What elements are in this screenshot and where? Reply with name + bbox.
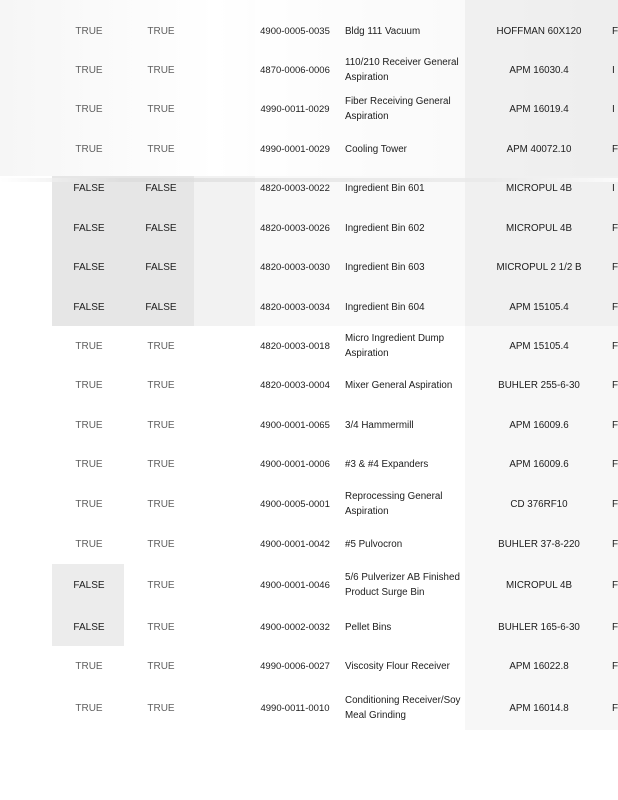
model-text: APM 15105.4 bbox=[509, 340, 569, 352]
flag-b-text: FALSE bbox=[145, 261, 177, 273]
flag-b-cell bbox=[136, 566, 186, 604]
flag-a-text: FALSE bbox=[73, 222, 105, 234]
flag-a-text: FALSE bbox=[73, 621, 105, 633]
table-row bbox=[0, 608, 618, 646]
flag-b-text: TRUE bbox=[147, 458, 175, 470]
equipment-id-text: 4900-0001-0065 bbox=[260, 419, 330, 431]
equipment-id-text: 4870-0006-0006 bbox=[260, 64, 330, 76]
equipment-id-cell bbox=[255, 130, 335, 168]
model-text: MICROPUL 4B bbox=[505, 182, 573, 194]
cropped-column-text: F bbox=[612, 660, 618, 672]
cropped-column-text: F bbox=[612, 538, 618, 550]
table-row bbox=[0, 288, 618, 326]
equipment-id-text: 4900-0001-0006 bbox=[260, 458, 330, 470]
flag-a-cell bbox=[62, 608, 116, 646]
model-text: APM 16009.6 bbox=[509, 458, 569, 470]
table-row bbox=[0, 209, 618, 247]
equipment-id-text: 4990-0011-0010 bbox=[260, 702, 330, 714]
equipment-id-cell bbox=[255, 90, 335, 128]
model-text: BUHLER 37-8-220 bbox=[498, 538, 580, 550]
description-cell bbox=[345, 566, 467, 604]
flag-b-text: TRUE bbox=[147, 340, 175, 352]
description-text: #3 & #4 Expanders bbox=[345, 458, 429, 470]
flag-b-text: FALSE bbox=[145, 301, 177, 313]
cropped-column-cell bbox=[612, 130, 618, 168]
equipment-id-cell bbox=[255, 406, 335, 444]
description-text: Mixer General Aspiration bbox=[345, 379, 453, 391]
table-row bbox=[0, 647, 618, 685]
flag-b-cell bbox=[136, 130, 186, 168]
flag-b-cell bbox=[136, 445, 186, 483]
equipment-id-cell bbox=[255, 248, 335, 286]
model-cell bbox=[478, 327, 600, 365]
description-cell bbox=[345, 288, 467, 326]
flag-b-text: TRUE bbox=[147, 579, 175, 591]
model-cell bbox=[478, 288, 600, 326]
cropped-column-text: F bbox=[612, 621, 618, 633]
description-text: Reprocessing General Aspiration bbox=[345, 491, 443, 517]
cropped-column-text: F bbox=[612, 340, 618, 352]
table-row bbox=[0, 525, 618, 563]
equipment-id-text: 4820-0003-0026 bbox=[260, 222, 330, 234]
flag-b-text: TRUE bbox=[147, 419, 175, 431]
model-text: APM 16019.4 bbox=[509, 103, 569, 115]
cropped-column-cell bbox=[612, 51, 618, 89]
flag-a-cell bbox=[62, 406, 116, 444]
equipment-id-text: 4900-0002-0032 bbox=[260, 621, 330, 633]
cropped-column-text: F bbox=[612, 261, 618, 273]
model-cell bbox=[478, 209, 600, 247]
cropped-column-cell bbox=[612, 90, 618, 128]
model-cell bbox=[478, 445, 600, 483]
equipment-id-cell bbox=[255, 608, 335, 646]
description-cell bbox=[345, 248, 467, 286]
cropped-column-text: F bbox=[612, 222, 618, 234]
table-row bbox=[0, 689, 618, 727]
model-text: HOFFMAN 60X120 bbox=[496, 25, 582, 37]
cropped-column-cell bbox=[612, 566, 618, 604]
model-cell bbox=[478, 366, 600, 404]
description-text: Pellet Bins bbox=[345, 621, 392, 633]
table-row bbox=[0, 327, 618, 365]
model-cell bbox=[478, 689, 600, 727]
model-text: APM 16014.8 bbox=[509, 702, 569, 714]
description-text: Ingredient Bin 604 bbox=[345, 301, 425, 313]
model-cell bbox=[478, 12, 600, 50]
cropped-column-cell bbox=[612, 525, 618, 563]
flag-b-cell bbox=[136, 51, 186, 89]
model-text: MICROPUL 2 1/2 B bbox=[496, 261, 582, 273]
flag-a-cell bbox=[62, 248, 116, 286]
flag-a-text: FALSE bbox=[73, 261, 105, 273]
equipment-id-text: 4820-0003-0018 bbox=[260, 340, 330, 352]
equipment-id-cell bbox=[255, 327, 335, 365]
description-cell bbox=[345, 406, 467, 444]
description-cell bbox=[345, 12, 467, 50]
cropped-column-text: F bbox=[612, 379, 618, 391]
equipment-id-text: 4820-0003-0030 bbox=[260, 261, 330, 273]
description-cell bbox=[345, 209, 467, 247]
equipment-id-cell bbox=[255, 12, 335, 50]
flag-a-cell bbox=[62, 445, 116, 483]
description-text: Ingredient Bin 601 bbox=[345, 182, 425, 194]
equipment-id-text: 4820-0003-0004 bbox=[260, 379, 330, 391]
flag-a-text: TRUE bbox=[75, 340, 103, 352]
flag-a-cell bbox=[62, 689, 116, 727]
equipment-id-text: 4900-0005-0035 bbox=[260, 25, 330, 37]
cropped-column-text: F bbox=[612, 579, 618, 591]
cropped-column-cell bbox=[612, 647, 618, 685]
flag-b-cell bbox=[136, 525, 186, 563]
model-cell bbox=[478, 566, 600, 604]
description-cell bbox=[345, 366, 467, 404]
table-row bbox=[0, 366, 618, 404]
flag-a-cell bbox=[62, 130, 116, 168]
flag-a-text: FALSE bbox=[73, 182, 105, 194]
model-text: APM 16030.4 bbox=[509, 64, 569, 76]
cropped-column-text: I bbox=[612, 103, 615, 115]
flag-b-cell bbox=[136, 406, 186, 444]
model-cell bbox=[478, 130, 600, 168]
model-cell bbox=[478, 248, 600, 286]
flag-a-cell bbox=[62, 566, 116, 604]
flag-a-text: TRUE bbox=[75, 538, 103, 550]
flag-a-cell bbox=[62, 12, 116, 50]
equipment-id-text: 4990-0001-0029 bbox=[260, 143, 330, 155]
cropped-column-text: F bbox=[612, 143, 618, 155]
table-row bbox=[0, 485, 618, 523]
equipment-id-cell bbox=[255, 209, 335, 247]
cropped-column-text: F bbox=[612, 702, 618, 714]
cropped-column-cell bbox=[612, 248, 618, 286]
equipment-id-cell bbox=[255, 445, 335, 483]
table-row bbox=[0, 169, 618, 207]
description-cell bbox=[345, 90, 467, 128]
equipment-id-text: 4990-0011-0029 bbox=[260, 103, 330, 115]
flag-a-cell bbox=[62, 327, 116, 365]
flag-b-cell bbox=[136, 608, 186, 646]
flag-a-text: TRUE bbox=[75, 419, 103, 431]
equipment-id-text: 4990-0006-0027 bbox=[260, 660, 330, 672]
model-text: APM 15105.4 bbox=[509, 301, 569, 313]
flag-b-cell bbox=[136, 12, 186, 50]
description-cell bbox=[345, 169, 467, 207]
cropped-column-cell bbox=[612, 608, 618, 646]
flag-b-cell bbox=[136, 327, 186, 365]
model-cell bbox=[478, 525, 600, 563]
flag-b-text: TRUE bbox=[147, 660, 175, 672]
flag-b-text: TRUE bbox=[147, 103, 175, 115]
flag-a-cell bbox=[62, 288, 116, 326]
description-cell bbox=[345, 445, 467, 483]
flag-a-cell bbox=[62, 647, 116, 685]
cropped-column-cell bbox=[612, 12, 618, 50]
flag-b-cell bbox=[136, 485, 186, 523]
equipment-id-cell bbox=[255, 51, 335, 89]
model-text: MICROPUL 4B bbox=[505, 579, 573, 591]
table-row bbox=[0, 51, 618, 89]
model-text: APM 16009.6 bbox=[509, 419, 569, 431]
flag-b-cell bbox=[136, 366, 186, 404]
flag-a-text: TRUE bbox=[75, 103, 103, 115]
equipment-id-cell bbox=[255, 689, 335, 727]
flag-a-cell bbox=[62, 90, 116, 128]
cropped-column-cell bbox=[612, 366, 618, 404]
flag-a-text: TRUE bbox=[75, 702, 103, 714]
cropped-column-text: F bbox=[612, 498, 618, 510]
flag-b-text: FALSE bbox=[145, 182, 177, 194]
model-text: APM 16022.8 bbox=[509, 660, 569, 672]
table-row bbox=[0, 12, 618, 50]
description-text: Fiber Receiving General Aspiration bbox=[345, 96, 451, 122]
model-cell bbox=[478, 406, 600, 444]
cropped-column-text: I bbox=[612, 64, 615, 76]
description-text: 3/4 Hammermill bbox=[345, 419, 414, 431]
cropped-column-cell bbox=[612, 445, 618, 483]
model-text: APM 40072.10 bbox=[506, 143, 572, 155]
flag-a-text: TRUE bbox=[75, 660, 103, 672]
description-cell bbox=[345, 485, 467, 523]
table-row bbox=[0, 130, 618, 168]
model-cell bbox=[478, 169, 600, 207]
flag-a-cell bbox=[62, 209, 116, 247]
flag-b-text: TRUE bbox=[147, 64, 175, 76]
table-row bbox=[0, 445, 618, 483]
cropped-column-cell bbox=[612, 485, 618, 523]
cropped-column-text: F bbox=[612, 419, 618, 431]
description-cell bbox=[345, 327, 467, 365]
flag-b-text: TRUE bbox=[147, 379, 175, 391]
description-cell bbox=[345, 647, 467, 685]
model-cell bbox=[478, 485, 600, 523]
cropped-column-text: F bbox=[612, 458, 618, 470]
flag-b-cell bbox=[136, 209, 186, 247]
description-text: 5/6 Pulverizer AB Finished Product Surge Bin bbox=[345, 572, 460, 598]
flag-a-text: FALSE bbox=[73, 579, 105, 591]
cropped-column-cell bbox=[612, 288, 618, 326]
cropped-column-cell bbox=[612, 169, 618, 207]
equipment-id-cell bbox=[255, 647, 335, 685]
flag-b-text: FALSE bbox=[145, 222, 177, 234]
description-text: Micro Ingredient Dump Aspiration bbox=[345, 333, 445, 359]
description-text: 110/210 Receiver General Aspiration bbox=[345, 57, 459, 83]
description-text: Viscosity Flour Receiver bbox=[345, 660, 450, 672]
description-text: Ingredient Bin 602 bbox=[345, 222, 425, 234]
flag-a-text: TRUE bbox=[75, 458, 103, 470]
description-text: Bldg 111 Vacuum bbox=[345, 25, 421, 37]
cropped-column-text: F bbox=[612, 25, 618, 37]
equipment-id-cell bbox=[255, 566, 335, 604]
flag-b-cell bbox=[136, 647, 186, 685]
flag-b-text: TRUE bbox=[147, 25, 175, 37]
model-cell bbox=[478, 51, 600, 89]
table-row bbox=[0, 248, 618, 286]
flag-a-text: TRUE bbox=[75, 64, 103, 76]
flag-a-cell bbox=[62, 366, 116, 404]
cropped-column-cell bbox=[612, 689, 618, 727]
description-cell bbox=[345, 130, 467, 168]
flag-a-text: TRUE bbox=[75, 379, 103, 391]
equipment-id-text: 4900-0001-0046 bbox=[260, 579, 330, 591]
description-cell bbox=[345, 525, 467, 563]
equipment-id-cell bbox=[255, 169, 335, 207]
table-row bbox=[0, 406, 618, 444]
equipment-id-cell bbox=[255, 366, 335, 404]
flag-b-text: TRUE bbox=[147, 498, 175, 510]
model-cell bbox=[478, 647, 600, 685]
flag-a-text: FALSE bbox=[73, 301, 105, 313]
description-text: #5 Pulvocron bbox=[345, 538, 403, 550]
flag-b-text: TRUE bbox=[147, 143, 175, 155]
model-cell bbox=[478, 608, 600, 646]
flag-a-cell bbox=[62, 485, 116, 523]
flag-a-text: TRUE bbox=[75, 498, 103, 510]
equipment-id-cell bbox=[255, 485, 335, 523]
model-text: CD 376RF10 bbox=[510, 498, 568, 510]
table-row bbox=[0, 566, 618, 604]
description-cell bbox=[345, 608, 467, 646]
flag-b-cell bbox=[136, 288, 186, 326]
flag-b-text: TRUE bbox=[147, 538, 175, 550]
cropped-column-text: F bbox=[612, 301, 618, 313]
equipment-id-cell bbox=[255, 525, 335, 563]
flag-b-text: TRUE bbox=[147, 621, 175, 633]
flag-b-cell bbox=[136, 248, 186, 286]
description-text: Cooling Tower bbox=[345, 143, 407, 155]
equipment-id-cell bbox=[255, 288, 335, 326]
flag-b-cell bbox=[136, 689, 186, 727]
equipment-id-text: 4900-0005-0001 bbox=[260, 498, 330, 510]
model-text: BUHLER 165-6-30 bbox=[498, 621, 580, 633]
cropped-column-cell bbox=[612, 406, 618, 444]
equipment-id-text: 4900-0001-0042 bbox=[260, 538, 330, 550]
description-cell bbox=[345, 51, 467, 89]
description-cell bbox=[345, 689, 467, 727]
flag-a-text: TRUE bbox=[75, 143, 103, 155]
flag-a-cell bbox=[62, 525, 116, 563]
model-cell bbox=[478, 90, 600, 128]
cropped-column-cell bbox=[612, 209, 618, 247]
model-text: BUHLER 255-6-30 bbox=[498, 379, 580, 391]
flag-b-cell bbox=[136, 90, 186, 128]
flag-a-text: TRUE bbox=[75, 25, 103, 37]
model-text: MICROPUL 4B bbox=[505, 222, 573, 234]
flag-a-cell bbox=[62, 169, 116, 207]
equipment-id-text: 4820-0003-0022 bbox=[260, 182, 330, 194]
equipment-id-text: 4820-0003-0034 bbox=[260, 301, 330, 313]
description-text: Conditioning Receiver/Soy Meal Grinding bbox=[345, 695, 461, 721]
flag-b-cell bbox=[136, 169, 186, 207]
flag-a-cell bbox=[62, 51, 116, 89]
table-row bbox=[0, 90, 618, 128]
flag-b-text: TRUE bbox=[147, 702, 175, 714]
cropped-column-cell bbox=[612, 327, 618, 365]
description-text: Ingredient Bin 603 bbox=[345, 261, 425, 273]
cropped-column-text: I bbox=[612, 182, 615, 194]
